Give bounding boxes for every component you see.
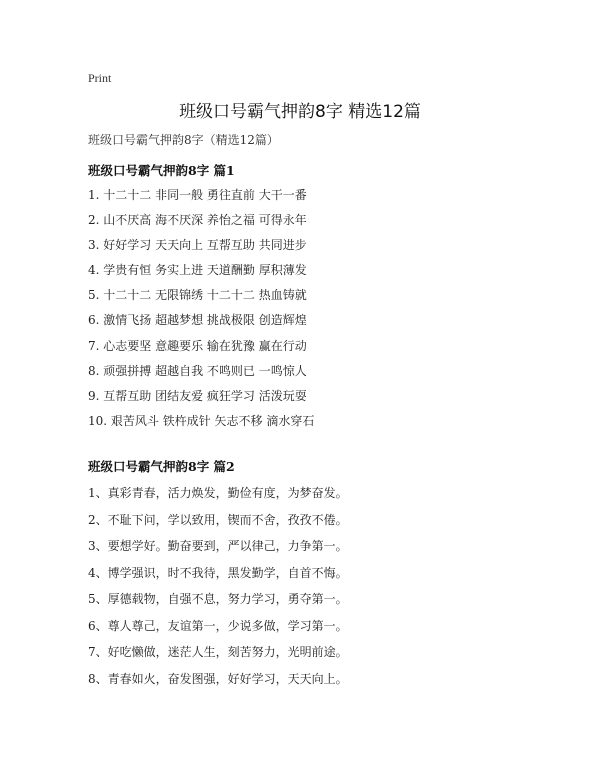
slogan-list-2 xyxy=(88,485,348,697)
list-item: 10. 艰苦风斗 铁杵成针 矢志不移 滴水穿石 xyxy=(88,413,315,428)
section-heading-1: 班级口号霸气押韵8字 篇1 xyxy=(88,163,235,178)
document-subtitle: 班级口号霸气押韵8字（精选12篇） xyxy=(88,133,279,147)
list-item: 2、不耻下问，学以致用，锲而不舍，孜孜不倦。 xyxy=(88,512,348,527)
list-item: 5. 十二十二 无限锦绣 十二十二 热血铸就 xyxy=(88,288,307,303)
list-item: 1. 十二十二 非同一般 勇往直前 大干一番 xyxy=(88,188,307,202)
list-item: 6. 激情飞扬 超越梦想 挑战极限 创造辉煌 xyxy=(88,313,307,328)
slogan-list-1 xyxy=(88,187,314,438)
print-label: Print xyxy=(88,71,112,85)
list-item: 8. 顽强拼搏 超越自我 不鸣则已 一鸣惊人 xyxy=(88,363,307,378)
section-heading-2: 班级口号霸气押韵8字 篇2 xyxy=(88,459,235,474)
list-item: 1、真彩青春，活力焕发，勤俭有度，为梦奋发。 xyxy=(88,486,348,500)
list-item: 9. 互帮互助 团结友爱 疯狂学习 活泼玩耍 xyxy=(88,388,307,403)
list-item: 5、厚德载物，自强不息，努力学习，勇夺第一。 xyxy=(88,592,348,606)
list-item: 2. 山不厌高 海不厌深 养怡之福 可得永年 xyxy=(88,213,307,228)
list-item: 4. 学贵有恒 务实上进 天道酬勤 厚积薄发 xyxy=(88,263,307,278)
list-item: 6、尊人尊己，友谊第一，少说多做，学习第一。 xyxy=(88,618,348,633)
list-item: 7、好吃懒做，迷茫人生，刻苦努力，光明前途。 xyxy=(88,645,348,659)
list-item: 4、博学强识，时不我待，黑发勤学，自首不悔。 xyxy=(88,565,348,580)
list-item: 7. 心志要坚 意趣要乐 输在犹豫 赢在行动 xyxy=(88,338,307,353)
page-title: 班级口号霸气押韵8字 精选12篇 xyxy=(179,102,421,122)
list-item: 3、要想学好。勤奋要到，严以律己，力争第一。 xyxy=(88,539,348,553)
list-item: 3. 好好学习 天天向上 互帮互助 共同进步 xyxy=(88,238,307,253)
list-item: 8、青春如火，奋发图强，好好学习，天天向上。 xyxy=(88,671,348,686)
